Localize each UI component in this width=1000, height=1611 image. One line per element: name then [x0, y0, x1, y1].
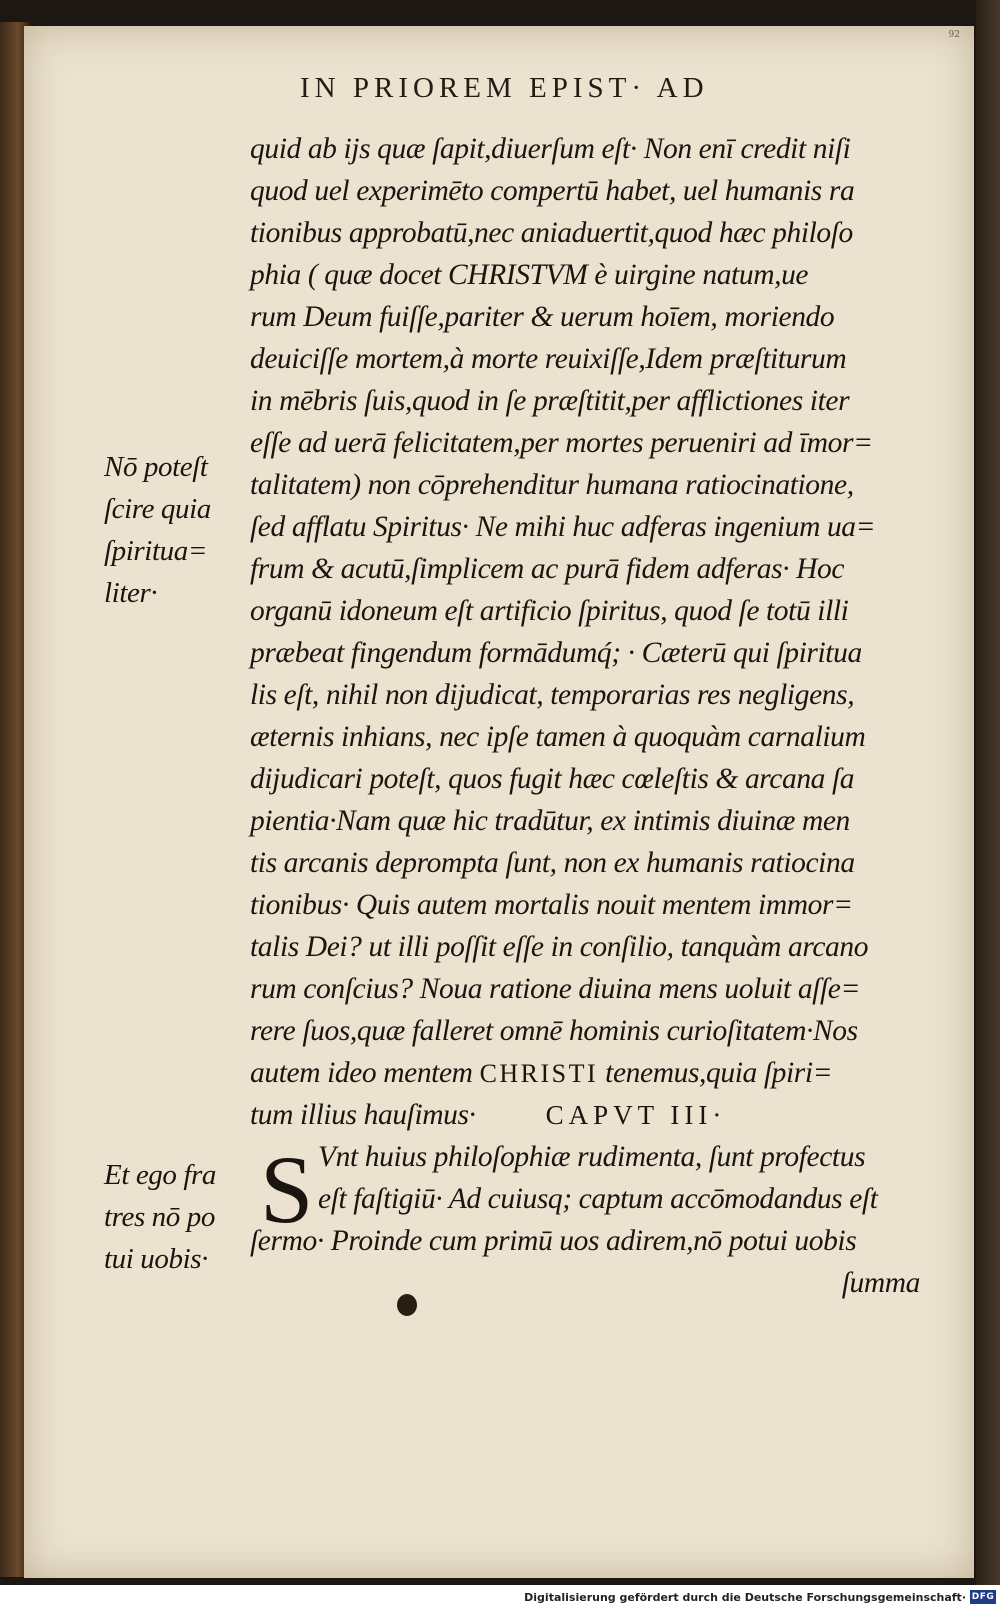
- printers-ornament: [397, 1294, 417, 1316]
- text-run-caps: CHRISTI: [479, 1059, 599, 1088]
- folio-number: 92: [948, 30, 960, 40]
- text-line: in mēbris ſuis,quod in ſe præſtitit,per afflictiones iter: [250, 385, 850, 417]
- margin-note-line: Nō poteſt: [104, 451, 208, 483]
- margin-note-line: ſpiritua=: [104, 535, 207, 567]
- text-line: lis eſt, nihil non dijudicat, temporarias res negligens,: [250, 679, 855, 711]
- text-line: pientia·Nam quæ hic tradūtur, ex intimis diuinæ men: [250, 805, 850, 837]
- text-run: tenemus,quia ſpiri=: [598, 1057, 833, 1089]
- text-line: talitatem) non cōprehenditur humana ratiocinatione,: [250, 469, 854, 501]
- book-binding-right: [976, 0, 1000, 1585]
- margin-note: [104, 446, 244, 614]
- text-line: quod uel experimēto compertū habet, uel humanis ra: [250, 175, 855, 207]
- text-run: Vnt huius philoſophiæ rudimenta, ſunt profectus: [318, 1141, 866, 1173]
- margin-note-line: tui uobis·: [104, 1243, 208, 1275]
- chapter-heading: CAPVT III·: [545, 1100, 727, 1130]
- text-line: ſermo· Proinde cum primū uos adirem,nō potui uobis: [250, 1225, 857, 1257]
- text-run: tum illius hauſimus·: [250, 1099, 476, 1131]
- text-line: talis Dei? ut illi poſſit eſſe in conſilio, tanquàm arcano: [250, 931, 869, 963]
- text-line: rum Deum fuiſſe,pariter & uerum hoīem, moriendo: [250, 301, 835, 333]
- text-run: autem ideo mentem: [250, 1057, 480, 1089]
- text-line: phia ( quæ docet CHRISTVM è uirgine natum,ue: [250, 259, 809, 291]
- margin-note: [104, 1154, 244, 1280]
- text-line: [250, 1178, 950, 1220]
- text-line: eſſe ad uerā felicitatem,per mortes perueniri ad īmor=: [250, 427, 873, 459]
- main-text-block: [250, 128, 950, 1304]
- text-line: tionibus approbatū,nec aniaduertit,quod hæc philoſo: [250, 217, 853, 249]
- text-line: præbeat fingendum formādumq́; · Cæterū qui ſpiritua: [250, 637, 862, 669]
- drop-capital: S: [260, 1136, 313, 1243]
- text-line: tionibus· Quis autem mortalis nouit mentem immor=: [250, 889, 853, 921]
- dfg-logo: DFG: [971, 1592, 995, 1602]
- text-line: deuiciſſe mortem,à morte reuixiſſe,Idem præſtiturum: [250, 343, 847, 375]
- text-line: [250, 1094, 950, 1136]
- text-line: rum conſcius? Noua ratione diuina mens uoluit aſſe=: [250, 973, 860, 1005]
- text-line: quid ab ijs quæ ſapit,diuerſum eſt· Non enī credit niſi: [250, 133, 851, 165]
- running-head: IN PRIOREM EPIST· AD: [300, 72, 709, 104]
- text-line: rere ſuos,quæ falleret omnē hominis curioſitatem·Nos: [250, 1015, 858, 1047]
- text-run: eſt faſtigiū· Ad cuiusq; captum accōmodandus eſt: [318, 1183, 878, 1215]
- text-line: organū idoneum eſt artificio ſpiritus, quod ſe totū illi: [250, 595, 849, 627]
- footer-credit: Digitalisierung gefördert durch die Deutsche Forschungsgemeinschaft·: [524, 1591, 966, 1604]
- text-line: dijudicari poteſt, quos fugit hæc cœleſtis & arcana ſa: [250, 763, 855, 795]
- margin-note-line: tres nō po: [104, 1201, 215, 1233]
- text-line: frum & acutū,ſimplicem ac purā fidem adferas· Hoc: [250, 553, 845, 585]
- text-line: ſed afflatu Spiritus· Ne mihi huc adferas ingenium ua=: [250, 511, 876, 543]
- text-line: æternis inhians, nec ipſe tamen à quoquàm carnalium: [250, 721, 866, 753]
- text-line: [250, 1052, 950, 1094]
- margin-note-line: Et ego fra: [104, 1159, 216, 1191]
- catchword: ſumma: [841, 1267, 920, 1299]
- margin-note-line: ſcire quia: [104, 493, 211, 525]
- text-line: tis arcanis deprompta ſunt, non ex humanis ratiocina: [250, 847, 855, 879]
- digitization-footer: [0, 1585, 1000, 1611]
- margin-note-line: liter·: [104, 577, 158, 609]
